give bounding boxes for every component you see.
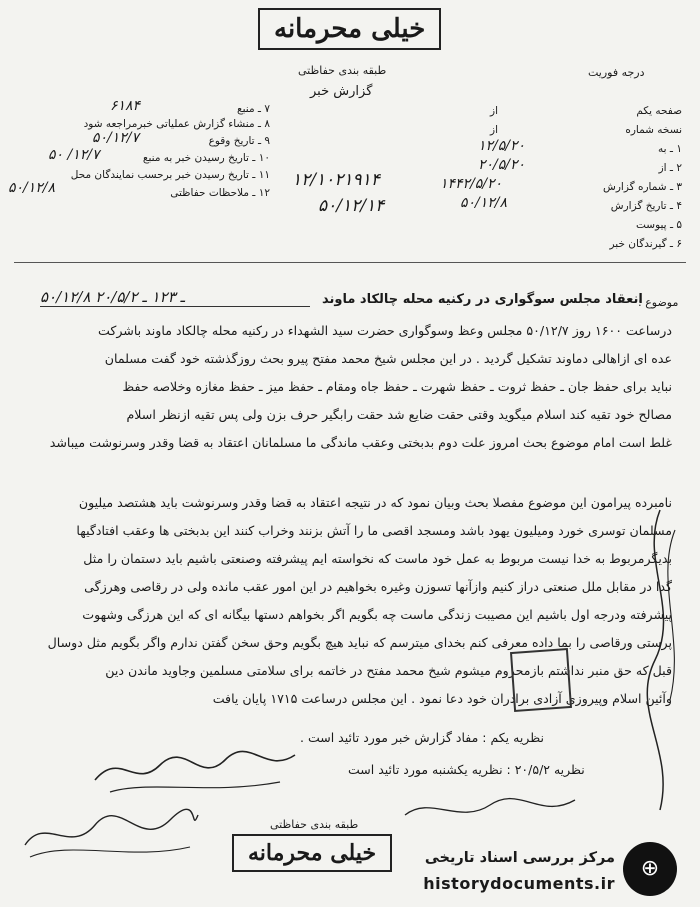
field-11-value: ۵۰/۱۲/۸ [8,180,56,196]
archive-logo-icon: ⊕ [623,842,677,896]
body-line: قبل که حق منبر نداشتم بازمحروم میشوم شیخ محمد مفتح در خاتمه برای سلامتی مسلمین وجاوید ماندن دین [105,663,672,678]
subject-underline [40,306,310,307]
body-line: نامبرده پیرامون این موضوع مفصلا بحث وبیان نمود که در نتیجه اعتقاد به قضا وقدر وسرنوشت باید هشتصد میلیون [78,495,672,510]
body-line: درساعت ۱۶۰۰ روز ۵۰/۱۲/۷ مجلس وعظ وسوگواری حضرت سید الشهداء در رکنیه محله چالکاد ماوند باشرکت [97,323,672,338]
body-line: پیشرفته ودرجه اول باشیم این مصیبت زندگی ماست چه بگویم اگر بخواهم دستها بیگانه ای که این هرزگی وشهوت [82,607,672,622]
body-line: نباید برای حفظ جان ـ حفظ ثروت ـ حفظ شهرت ـ حفظ جاه ومقام ـ حفظ میز ـ حفظ مغازه وخلاصه حفظ [122,379,672,394]
divider [14,262,686,263]
archive-logo [400,838,685,904]
field-4-value: ۵۰/۱۲/۸ [460,195,508,211]
subject-label: موضوع : [638,296,679,309]
body-line: مسلمان توسری خورد ومیلیون یهود باشد ومسجد اقصی ما را آتش بزنند وخراب کنند این بدبختی ها وعقب افتادگیها [76,523,672,538]
field-12-label: ۱۲ ـ ملاحظات حفاظتی [170,187,270,199]
field-7-value: ۶۱۸۴ [110,98,141,114]
body-line: مصالح خود تقیه کند اسلام میگوید وقتی حقت ضایع شد حقت رابگیر حرف بزن ولی پس تقیه ازنظر اسلام [126,407,672,422]
handwritten-number-2: ۵۰/۱۲/۱۴ [318,196,385,216]
field-4-label: ۴ ـ تاریخ گزارش [610,200,682,212]
footer-classification-label: طبقه بندی حفاظتی [270,818,359,831]
page-of-label: از [490,105,498,117]
footer-stamp: خیلی محرمانه [232,834,392,872]
body-line: گدا در مقابل ملل صنعتی دراز کنیم وازآنها تسوزن وغیره بخواهیم در این امور عقب مانده ولی در رقاصی وهرزگی [84,579,672,594]
margin-handwriting [630,500,690,820]
body-line: بدیگرمربوط به خدا نیست مربوط به عمل خود ماست که نخواسته ایم پیشرفته وصنعتی باشیم باید دستمان را مثل [83,551,672,566]
body-line: وآئین اسلام وپیروزی آزادی برادران خود دعا نمود . این مجلس درساعت ۱۷۱۵ پایان یافت [212,691,672,706]
field-10-label: ۱۰ ـ تاریخ رسیدن خبر به منبع [142,152,270,164]
archive-url: historydocuments.ir [423,874,615,893]
field-5-label: ۵ ـ پیوست [635,219,682,231]
urgency-label: درجه فوریت [588,66,645,79]
signature-scribble-3 [400,790,580,830]
field-2-label: ۲ ـ از [658,162,682,174]
signature-scribble-1 [90,740,300,800]
field-3-value: ۱۴۴۲/۵/۲۰ [440,176,503,192]
field-1-value: ۱۲/۵/۲۰ [478,138,526,154]
archive-org-name: مرکز بررسی اسناد تاریخی [424,850,615,866]
handwritten-number-1: ۱۲/۱۰۲۱۹۱۴ [292,170,380,190]
field-9-value: ۵۰/۱۲/۷ [92,130,140,146]
subject-text: انعقاد مجلس سوگواری در رکنیه محله چالکاد ماوند [322,292,643,307]
field-9-label: ۹ ـ تاریخ وقوع [208,135,270,147]
form-title: گزارش خبر [310,84,373,99]
field-8-label: ۸ ـ منشاء گزارش عملیاتی خبرمراجعه شود [83,118,270,130]
field-11-label: ۱۱ ـ تاریخ رسیدن خبر برحسب نمایندگان محل [70,169,270,181]
copy-label: نسخه شماره [625,124,682,136]
page-label: صفحه یکم [636,105,682,117]
opinion-2: نظریه ۲۰/۵/۲ : نظریه یکشنبه مورد تائید است [348,762,585,777]
field-1-label: ۱ ـ به [658,143,682,155]
title-stamp: خیلی محرمانه [258,8,441,50]
subject-handwritten-ref: ۵۰/۱۲/۸ ـ ۱۲۳ ـ ۲۰/۵/۲ [40,288,185,306]
field-6-label: ۶ ـ گیرندگان خبر [609,238,682,250]
field-7-label: ۷ ـ منبع [237,103,270,115]
opinion-1: نظریه یکم : مفاد گزارش خبر مورد تائید است . [300,730,544,745]
body-line: عده ای ازاهالی دماوند تشکیل گردید . در این مجلس شیخ محمد مفتح پیرو بحث روزگذشته خود گفت مسلمان [104,351,672,366]
signature-scribble-2 [20,795,200,865]
copy-of-label: از [490,124,498,136]
body-line: غلط است امام موضوع بحث امروز علت دوم بدبختی وعقب ماندگی ما مسلمانان اعتقاد به قضا وقدر وسرنوشت میباشد [49,435,672,450]
square-seal-stamp [510,648,572,712]
classification-label: طبقه بندی حفاظتی [298,64,387,77]
field-10-value: ۵۰ /۱۲/۷ [48,147,100,163]
body-line: پرستی ورقاصی را بما داده معرفی کنم بخدای میترسم که نباید هیچ بگویم وحق سخن گفتن ندارم واگر بگویم مثل دوسال [47,635,672,650]
field-2-value: ۲۰/۵/۲۰ [478,157,526,173]
field-3-label: ۳ ـ شماره گزارش [603,181,682,193]
